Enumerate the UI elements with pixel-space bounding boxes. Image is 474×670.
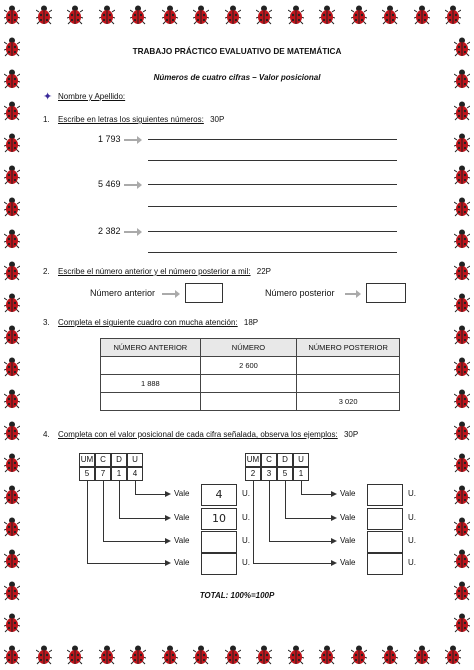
ladybug-icon [454,485,470,505]
q1-number-2: 5 469 [98,179,121,189]
arrow-icon [124,139,138,141]
ladybug-icon [288,5,304,25]
unit-label: U. [408,558,416,567]
ladybug-icon [351,5,367,25]
connector-line [119,518,165,519]
ladybug-icon [256,5,272,25]
q1-number-1: 1 793 [98,134,121,144]
q4-text: Completa con el valor posicional de cada cifra señalada, observa los ejemplos: [58,430,338,439]
place-digit: 5 [277,467,293,481]
q3-number: 3. [43,318,50,327]
ladybug-icon [225,5,241,25]
table-cell: 2 600 [200,357,297,375]
place-header: U [127,453,143,467]
place-header: U [293,453,309,467]
ladybug-icon [319,645,335,665]
table-row [101,357,400,375]
vale-label: Vale [174,558,190,567]
q2-points: 22P [256,267,271,276]
vale-label: Vale [340,558,356,567]
posterior-answer-box[interactable] [366,283,406,303]
table-cell[interactable] [101,393,201,411]
number-table [100,338,400,411]
q1-points: 30P [210,115,225,124]
ladybug-icon [67,645,83,665]
q1-number-3: 2 382 [98,226,121,236]
table-header: NÚMERO POSTERIOR [297,339,400,357]
vale-label: Vale [340,536,356,545]
place-digit: 2 [245,467,261,481]
ladybug-icon [454,165,470,185]
place-digit: 3 [261,467,277,481]
connector-line [87,481,88,563]
place-digit: 7 [95,467,111,481]
ladybug-icon [4,613,20,633]
table-header: NÚMERO ANTERIOR [101,339,201,357]
answer-line[interactable] [148,206,397,207]
q1-number: 1. [43,115,50,124]
page-title: TRABAJO PRÁCTICO EVALUATIVO DE MATEMÁTICA [132,47,342,56]
value-answer-box[interactable] [367,531,403,553]
table-row [101,393,400,411]
connector-line [285,481,286,518]
unit-label: U. [242,536,250,545]
vale-label: Vale [340,513,356,522]
q4-instruction [58,430,358,439]
connector-line [103,541,165,542]
ladybug-icon [4,389,20,409]
connector-line [253,481,254,563]
unit-label: U. [242,489,250,498]
answer-line[interactable] [148,184,397,185]
connector-line [103,481,104,541]
ladybug-icon [130,5,146,25]
table-row [101,375,400,393]
value-answer-box[interactable] [367,553,403,575]
ladybug-icon [99,645,115,665]
ladybug-icon [4,485,20,505]
ladybug-icon [256,645,272,665]
connector-line [301,494,331,495]
place-digit: 4 [127,467,143,481]
q4-number: 4. [43,430,50,439]
handwritten-answer: 10 [212,512,226,525]
ladybug-icon [288,645,304,665]
ladybug-icon [454,229,470,249]
table-header: NÚMERO [200,339,297,357]
student-name-label: Nombre y Apellido: [58,92,126,101]
ladybug-icon [454,197,470,217]
connector-line [119,481,120,518]
anterior-label: Número anterior [90,288,156,298]
ladybug-icon [454,613,470,633]
vale-label: Vale [174,489,190,498]
ladybug-icon [193,5,209,25]
ladybug-icon [454,101,470,121]
diamond-bullet-icon: ✦ [43,91,53,103]
arrow-head-icon [331,491,337,497]
ladybug-icon [4,133,20,153]
table-cell[interactable] [297,375,400,393]
place-digit: 1 [293,467,309,481]
ladybug-icon [445,645,461,665]
ladybug-icon [67,5,83,25]
ladybug-icon [454,293,470,313]
ladybug-icon [382,5,398,25]
arrow-head-icon [165,560,171,566]
ladybug-icon [162,645,178,665]
vale-label: Vale [174,513,190,522]
connector-line [269,541,331,542]
ladybug-icon [4,229,20,249]
ladybug-icon [36,5,52,25]
ladybug-icon [99,5,115,25]
place-header: C [95,453,111,467]
value-answer-box[interactable] [367,508,403,530]
ladybug-icon [454,357,470,377]
ladybug-icon [4,165,20,185]
ladybug-icon [454,549,470,569]
place-header: UM [245,453,261,467]
arrow-icon [124,231,138,233]
connector-line [87,563,165,564]
ladybug-icon [4,293,20,313]
table-cell[interactable] [200,375,297,393]
ladybug-icon [4,453,20,473]
q2-text: Escribe el número anterior y el número posterior a mil: [58,267,251,276]
ladybug-icon [454,325,470,345]
vale-label: Vale [340,489,356,498]
q2-instruction [58,267,271,276]
connector-line [253,563,331,564]
ladybug-icon [454,421,470,441]
value-answer-box[interactable] [201,484,237,506]
ladybug-icon [4,261,20,281]
answer-line[interactable] [148,160,397,161]
ladybug-icon [4,549,20,569]
value-answer-box[interactable] [201,553,237,575]
arrow-head-icon [165,515,171,521]
unit-label: U. [242,558,250,567]
connector-line [301,481,302,494]
arrow-icon [162,293,176,295]
arrow-head-icon [331,538,337,544]
connector-line [269,481,270,541]
connector-line [135,494,165,495]
ladybug-icon [454,453,470,473]
value-answer-box[interactable] [201,508,237,530]
answer-line[interactable] [148,231,397,232]
place-header: UM [79,453,95,467]
ladybug-icon [454,133,470,153]
place-header: D [111,453,127,467]
ladybug-icon [414,645,430,665]
ladybug-icon [454,517,470,537]
unit-label: U. [408,489,416,498]
ladybug-icon [4,357,20,377]
q4-points: 30P [343,430,359,439]
ladybug-icon [319,5,335,25]
q3-text: Completa el siguiente cuadro con mucha atención: [58,318,238,327]
ladybug-icon [162,5,178,25]
q3-instruction [58,318,258,327]
ladybug-icon [130,645,146,665]
ladybug-icon [4,517,20,537]
place-digit: 1 [111,467,127,481]
handwritten-answer: 4 [215,488,223,501]
ladybug-icon [445,5,461,25]
answer-line[interactable] [148,252,397,253]
q3-points: 18P [243,318,259,327]
connector-line [285,518,331,519]
value-answer-box[interactable] [367,484,403,506]
arrow-icon [345,293,357,295]
place-header: D [277,453,293,467]
ladybug-icon [4,421,20,441]
unit-label: U. [408,536,416,545]
place-header: C [261,453,277,467]
arrow-head-icon [165,538,171,544]
ladybug-icon [36,645,52,665]
arrow-head-icon [165,491,171,497]
arrow-head-icon [331,560,337,566]
ladybug-icon [4,197,20,217]
table-cell[interactable] [200,393,297,411]
connector-line [135,481,136,494]
vale-label: Vale [174,536,190,545]
page-subtitle: Números de cuatro cifras – Valor posicional [153,73,321,82]
ladybug-icon [193,645,209,665]
ladybug-icon [454,389,470,409]
table-cell[interactable] [297,357,400,375]
unit-label: U. [242,513,250,522]
ladybug-icon [4,5,20,25]
table-cell: 1 888 [101,375,201,393]
arrow-icon [124,184,138,186]
arrow-head-icon [331,515,337,521]
ladybug-icon [4,645,20,665]
q1-instruction [58,115,224,124]
ladybug-icon [4,325,20,345]
posterior-label: Número posterior [265,288,335,298]
table-cell[interactable] [101,357,201,375]
q1-text: Escribe en letras los siguientes números: [58,115,204,124]
table-header-row [101,339,400,357]
place-digit: 5 [79,467,95,481]
ladybug-icon [4,101,20,121]
answer-line[interactable] [148,139,397,140]
anterior-answer-box[interactable] [185,283,223,303]
ladybug-icon [454,261,470,281]
ladybug-icon [225,645,241,665]
ladybug-icon [382,645,398,665]
ladybug-icon [414,5,430,25]
ladybug-icon [351,645,367,665]
value-answer-box[interactable] [201,531,237,553]
unit-label: U. [408,513,416,522]
total-score: TOTAL: 100%=100P [199,591,275,600]
table-cell: 3 020 [297,393,400,411]
q2-number: 2. [43,267,50,276]
